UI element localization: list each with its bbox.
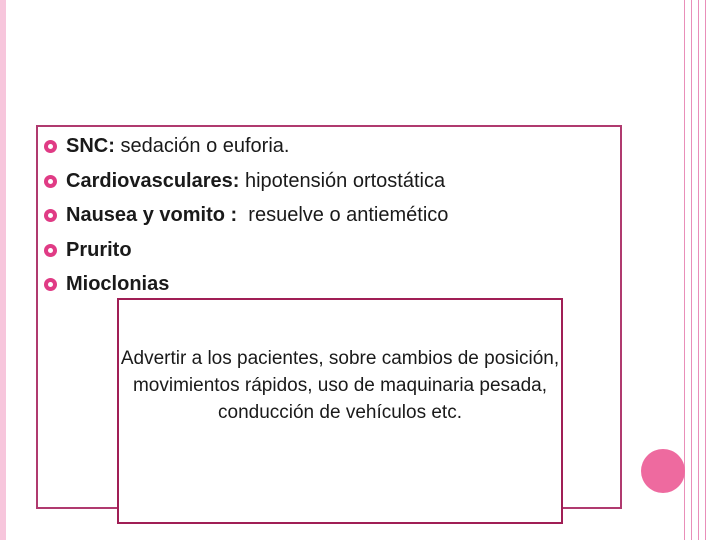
bullet-text: sedación o euforia. xyxy=(114,135,290,157)
bullet-item xyxy=(44,131,604,166)
decorative-circle xyxy=(641,449,685,493)
bullet-term: Cardiovasculares: xyxy=(66,169,240,192)
bullet-term: SNC: xyxy=(66,135,115,157)
bullet-icon xyxy=(44,175,57,188)
callout-text: Advertir a los pacientes, sobre cambios de posición, movimientos rápidos, uso de maquinaria pesada, conducción de vehículos etc. xyxy=(120,348,560,423)
right-decorative-line xyxy=(691,0,692,540)
left-decorative-stripe xyxy=(0,0,6,540)
bullet-item xyxy=(44,235,604,270)
right-decorative-line xyxy=(684,0,685,540)
bullet-list xyxy=(44,131,604,304)
bullet-term: Nausea y vomito : xyxy=(66,204,238,226)
callout-box xyxy=(117,298,563,524)
right-decorative-line xyxy=(698,0,699,540)
bullet-text: hipotensión ortostática xyxy=(239,169,446,192)
bullet-item xyxy=(44,200,604,235)
bullet-icon xyxy=(44,278,57,291)
bullet-icon xyxy=(44,244,57,257)
bullet-text: resuelve o antiemético xyxy=(237,204,449,226)
right-decorative-line xyxy=(705,0,706,540)
bullet-item xyxy=(44,166,604,201)
bullet-term: Prurito xyxy=(66,238,132,261)
bullet-icon xyxy=(44,140,57,153)
bullet-icon xyxy=(44,209,57,222)
bullet-term: Mioclonias xyxy=(66,273,170,295)
